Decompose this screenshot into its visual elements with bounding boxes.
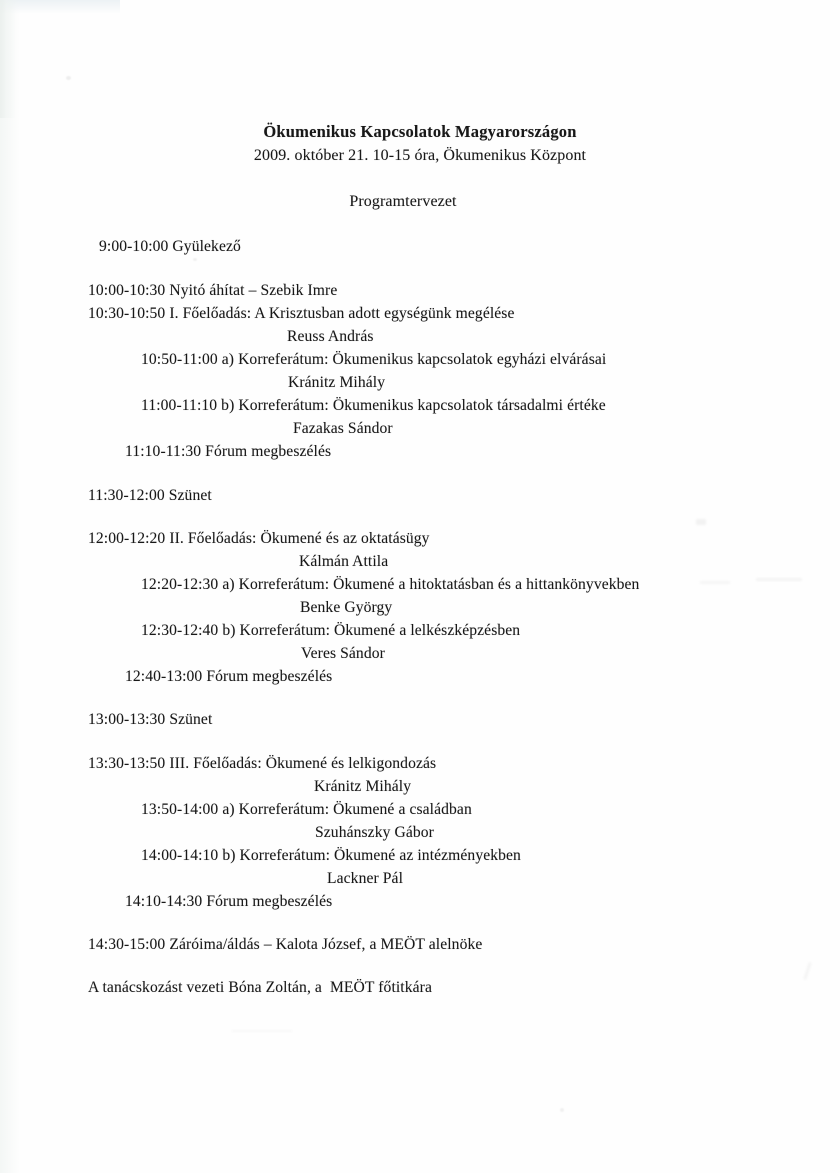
- speaker-lecture-2: Kálmán Attila: [299, 553, 389, 570]
- speaker-paper-3a: Szuhánszky Gábor: [315, 824, 434, 841]
- scan-smudge: [700, 581, 730, 584]
- scan-speck: [66, 76, 71, 80]
- program-item-paper-2b: 12:30-12:40 b) Korreferátum: Ökumené a lelkészképzésben: [141, 622, 521, 639]
- speaker-paper-1b: Fazakas Sándor: [293, 420, 393, 437]
- speaker-paper-1a: Kránitz Mihály: [288, 374, 386, 391]
- scan-edge-shadow: [0, 0, 20, 1173]
- program-item-break-2: 13:00-13:30 Szünet: [88, 711, 213, 728]
- program-item-paper-3b: 14:00-14:10 b) Korreferátum: Ökumené az intézményekben: [141, 847, 521, 864]
- speaker-lecture-1: Reuss András: [287, 328, 374, 345]
- scan-speck: [193, 258, 197, 261]
- scan-smudge: [696, 519, 706, 525]
- program-item-opening-devotion: 10:00-10:30 Nyitó áhítat – Szebik Imre: [88, 282, 338, 299]
- program-item-lecture-3: 13:30-13:50 III. Főelőadás: Ökumené és lelkigondozás: [88, 755, 437, 772]
- scan-speck: [560, 1108, 564, 1112]
- scan-smudge: [803, 962, 811, 980]
- program-heading: Programtervezet: [349, 193, 457, 210]
- scan-smudge: [756, 578, 802, 581]
- program-item-paper-3a: 13:50-14:00 a) Korreferátum: Ökumené a családban: [141, 801, 472, 818]
- speaker-paper-3b: Lackner Pál: [327, 870, 404, 887]
- program-chair-note: A tanácskozást vezeti Bóna Zoltán, a MEÖT főtitkára: [88, 979, 432, 996]
- program-item-lecture-2: 12:00-12:20 II. Főelőadás: Ökumené és az oktatásügy: [88, 530, 430, 547]
- program-item-paper-1a: 10:50-11:00 a) Korreferátum: Ökumenikus kapcsolatok egyházi elvárásai: [141, 351, 607, 368]
- speaker-paper-2a: Benke György: [300, 599, 393, 616]
- program-item-lecture-1: 10:30-10:50 I. Főelőadás: A Krisztusban adott egységünk megélése: [88, 305, 515, 322]
- speaker-lecture-3: Kránitz Mihály: [314, 778, 412, 795]
- program-item-forum-3: 14:10-14:30 Fórum megbeszélés: [125, 893, 333, 910]
- program-item-forum-1: 11:10-11:30 Fórum megbeszélés: [125, 443, 332, 460]
- program-item-closing-prayer: 14:30-15:00 Záróima/áldás – Kalota József, a MEÖT alelnöke: [88, 936, 483, 953]
- program-item-paper-1b: 11:00-11:10 b) Korreferátum: Ökumenikus kapcsolatok társadalmi értéke: [141, 397, 606, 414]
- document-title: Ökumenikus Kapcsolatok Magyarországon: [263, 122, 577, 141]
- program-item-gathering: 9:00-10:00 Gyülekező: [99, 238, 241, 255]
- program-item-forum-2: 12:40-13:00 Fórum megbeszélés: [125, 668, 333, 685]
- program-item-break-1: 11:30-12:00 Szünet: [88, 487, 212, 504]
- program-item-paper-2a: 12:20-12:30 a) Korreferátum: Ökumené a hitoktatásban és a hittankönyvekben: [141, 576, 640, 593]
- document-subtitle: 2009. október 21. 10-15 óra, Ökumenikus Központ: [253, 147, 587, 164]
- scan-smudge: [232, 1030, 292, 1032]
- speaker-paper-2b: Veres Sándor: [301, 645, 385, 662]
